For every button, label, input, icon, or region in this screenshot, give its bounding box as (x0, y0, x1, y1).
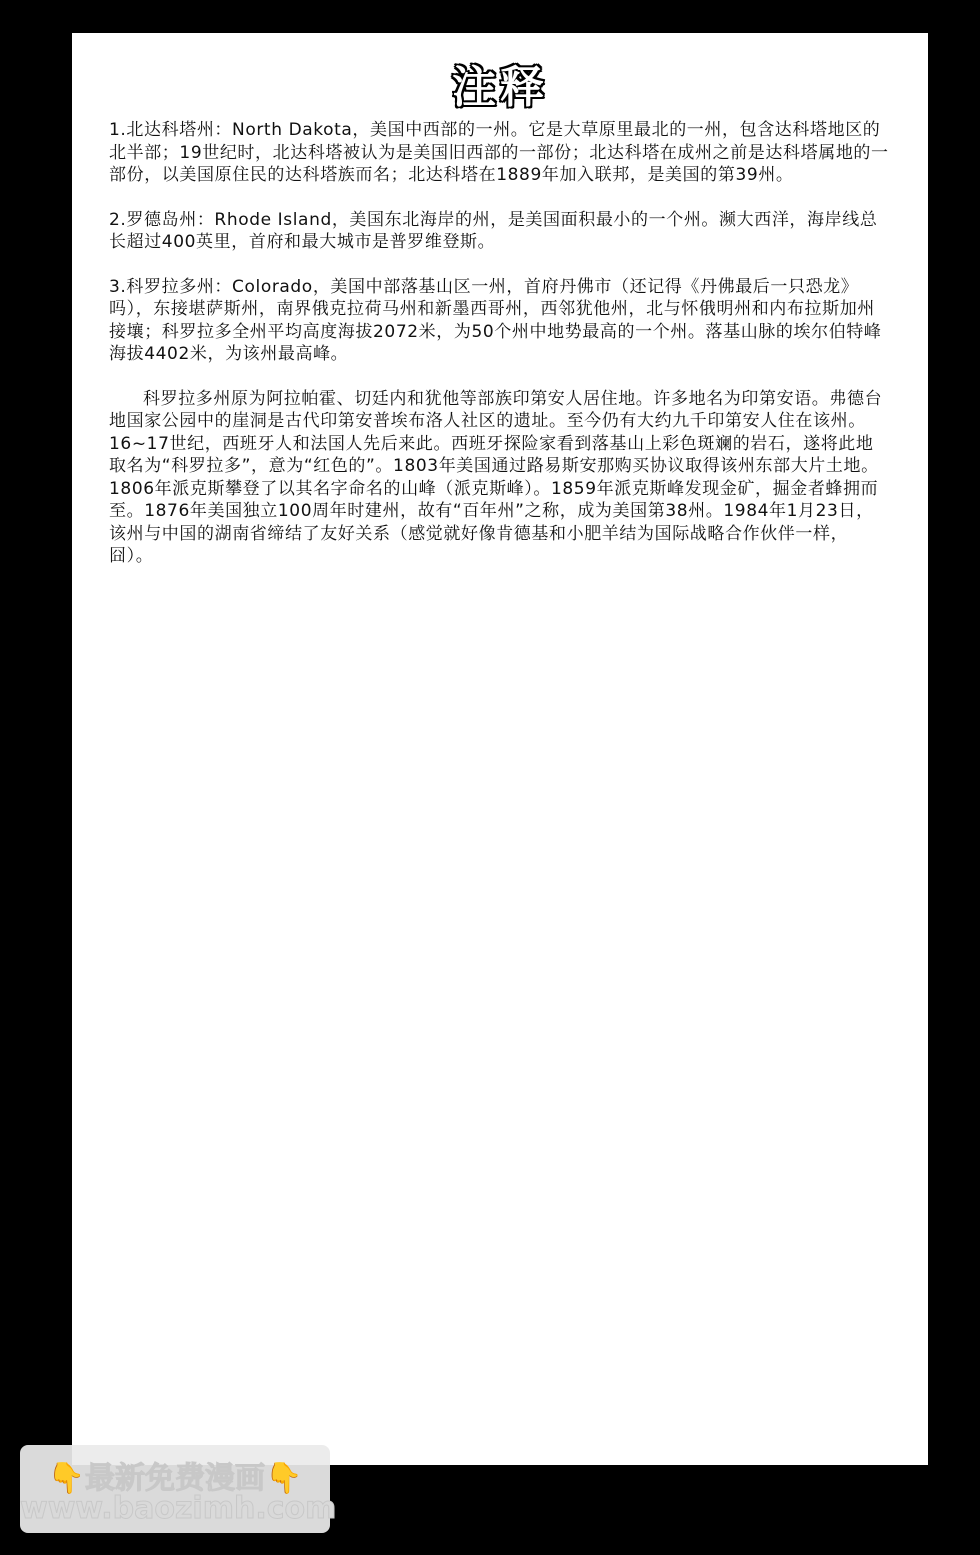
watermark-text: 最新免费漫画 (85, 1461, 265, 1496)
pointing-hand-icon: 👇 (265, 1461, 303, 1496)
notes-body (109, 119, 889, 590)
page-title: 注释 (452, 62, 548, 113)
note-north-dakota: 1.北达科塔州：North Dakota，美国中西部的一州。它是大草原里最北的一州，包含达科塔地区的北半部；19世纪时，北达科塔被认为是美国旧西部的一部份；北达科塔在成州之前是达科塔属地的一部份，以美国原住民的达科塔族而名；北达科塔在1889年加入联邦，是美国的第39州。 (109, 120, 889, 185)
notes-page (72, 33, 928, 1465)
note-colorado: 3.科罗拉多州：Colorado，美国中部落基山区一州，首府丹佛市（还记得《丹佛最后一只恐龙》吗），东接堪萨斯州，南界俄克拉荷马州和新墨西哥州，西邻犹他州，北与怀俄明州和内布拉斯加州接壤；科罗拉多全州平均高度海拔2072米，为50个州中地势最高的一个州。落基山脉的埃尔伯特峰海拔4402米，为该州最高峰。 (109, 276, 882, 364)
pointing-hand-icon: 👇 (47, 1461, 85, 1496)
watermark-url[interactable]: www.baozimh.com (20, 1491, 337, 1526)
note-colorado-history: 科罗拉多州原为阿拉帕霍、切廷内和犹他等部族印第安人居住地。许多地名为印第安语。弗德台地国家公园中的崖洞是古代印第安普埃布洛人社区的遗址。至今仍有大约九千印第安人住在该州。16~17世纪，西班牙人和法国人先后来此。西班牙探险家看到落基山上彩色斑斓的岩石，遂将此地取名为“科罗拉多”，意为“红色的”。1803年美国通过路易斯安那购买协议取得该州东部大片土地。1806年派克斯攀登了以其名字命名的山峰（派克斯峰）。1859年派克斯峰发现金矿，掘金者蜂拥而至。1876年美国独立100周年时建州，故有“百年州”之称，成为美国第38州。1984年1月23日，该州与中国的湖南省缔结了友好关系（感觉就好像肯德基和小肥羊结为国际战略合作伙伴一样，囧）。 (109, 388, 883, 566)
note-rhode-island: 2.罗德岛州：Rhode Island，美国东北海岸的州，是美国面积最小的一个州。濒大西洋，海岸线总长超过400英里，首府和最大城市是普罗维登斯。 (109, 209, 878, 252)
site-watermark[interactable] (20, 1445, 337, 1533)
